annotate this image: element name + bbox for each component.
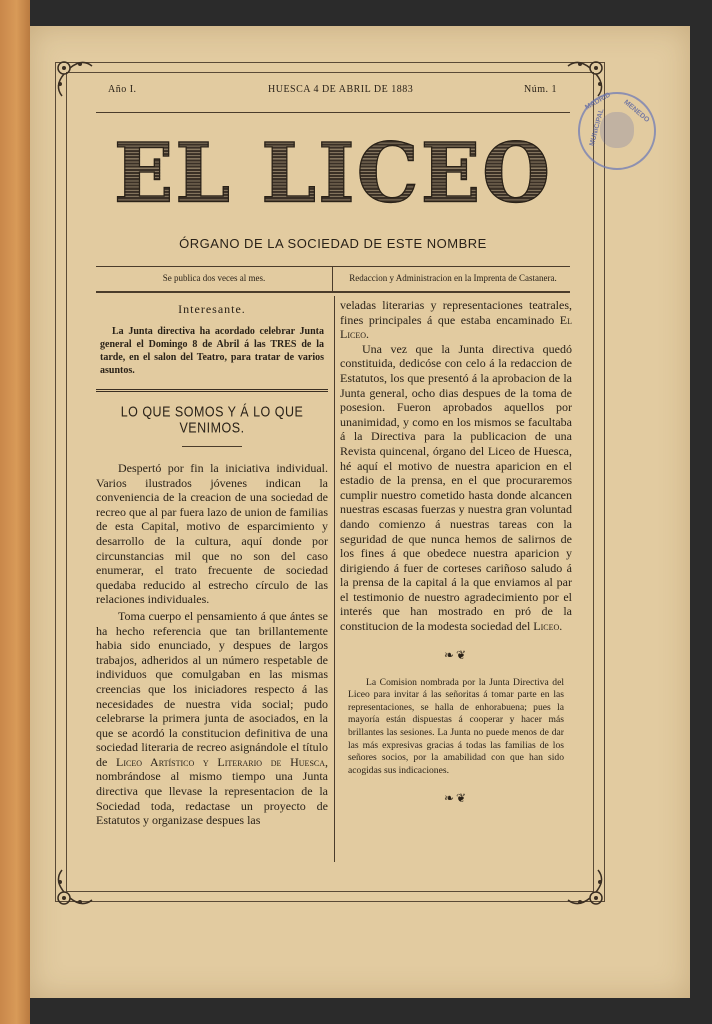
stamp-text: MENEDO <box>622 98 651 125</box>
issue-year: Año I. <box>108 84 137 95</box>
book-spine <box>0 0 30 1024</box>
commission-text: La Comision nombrada por la Junta Directiva del Liceo para invitar á las señoritas á tomar parte en las representaciones, se halla de enhorabuena; pues la mayoría están dispuestas á cooperar y hacer más brillantes las sesiones. La Junta no puede menos de dar las más expresivas gracias á todas las familias de los señores socios, por la amabilidad con que han sido acogidas sus indicaciones. <box>348 676 564 776</box>
masthead-title: EL LICEO <box>113 125 553 222</box>
corner-ornament-icon <box>50 54 94 98</box>
left-column <box>96 298 328 828</box>
article-heading: LO QUE SOMOS Y Á LO QUE VENIMOS. <box>120 403 304 437</box>
heading-rule <box>182 446 242 447</box>
article-paragraph: Toma cuerpo el pensamiento á que ántes se ha hecho referencia que tan brillantemente habia sido enunciado, y despues de largos trabajos, adheridos al un número respetable de individuos que comulgaban en las mismas creencias que los iniciadores respecto á las necesidades de nuestra vida social; pudo celebrarse la primera junta de asociados, en la que se acordó la constitucion definitiva de una sociedad literaria de recreo asignándole el título de Liceo Artístico y Literario de Huesca, nombrándose al mismo tiempo una Junta directiva que llevase la representacion de la Sociedad toda, redactase un proyecto de Estatutos y organizase despues las <box>96 608 329 828</box>
library-stamp <box>578 92 656 170</box>
infobar-divider <box>332 267 333 291</box>
article-paragraph: veladas literarias y representaciones teatrales, fines principales á que estaba encaminado El Liceo. <box>340 298 572 342</box>
corner-ornament-icon <box>50 868 94 912</box>
header-rule <box>96 112 570 113</box>
masthead-subtitle: ÓRGANO DE LA SOCIEDAD DE ESTE NOMBRE <box>179 236 487 251</box>
society-name: Liceo Artístico y Literario de Huesca <box>116 754 326 769</box>
address-text: Redaccion y Administracion en la Imprenta de Castanera. <box>349 273 557 283</box>
stamp-text: MUNICIPAL <box>588 108 606 147</box>
column-divider <box>334 296 335 862</box>
corner-ornament-icon <box>566 868 610 912</box>
end-ornament-icon: ❧❦ <box>443 791 469 806</box>
article-paragraph: Despertó por fin la iniciativa individual. Varios ilustrados jóvenes indican la conveniencia de la creacion de una sociedad de recreo que al par fuera lazo de union de familias de esta Capital, motivo de esparcimiento y desarrollo de la cultura, aquí donde por circunstancias mil que no son del caso enumerar, el trato frecuente de sociedad quedaba reducido al estrecho círculo de las relaciones individuales. <box>96 461 328 607</box>
stamp-text: MADRID <box>584 91 612 112</box>
corner-ornament-icon <box>566 54 610 98</box>
article-paragraph: Una vez que la Junta directiva quedó constituida, dedicóse con celo á la redaccion de Estatutos, los que presentó á la aprobacion de la Junta general, ocho dias despues de la toma de posesion. Fueron aprobados aquellos por unanimidad, y como en los mismos se facultaba á la Directiva para la publicacion de una Revista quincenal, órgano del Liceo de Huesca, hé aquí el motivo de nuestra aparicion en el estadio de la prensa, en el que procuraremos cumplir nuestro cometido hasta donde alcancen nuestras escasas fuerzas y nuestra gran voluntad dando comienzo á nuestras tareas con la seguridad de que nunca hemos de salirnos de los fines á que obedece nuestra aparicion y dirigiendo á fuer de corteses cariñoso saludo á la prensa de la capital á la que enviamos al par el testimonio de nuestro agradecimiento por el interés que han mostrado en pró de la constitucion de la modesta sociedad del Liceo. <box>340 341 572 634</box>
stamp-emblem-icon <box>600 112 634 148</box>
publication-info-bar <box>96 266 570 293</box>
issue-number: Núm. 1 <box>524 84 557 95</box>
divider-ornament-icon: ❧❦ <box>443 647 469 662</box>
frequency-text: Se publica dos veces al mes. <box>162 273 266 283</box>
issue-date: HUESCA 4 DE ABRIL DE 1883 <box>268 84 414 95</box>
notice-text: La Junta directiva ha acordado celebrar Junta general el Domingo 8 de Abril á las TRES de la tarde, en el salon del Teatro, para tratar de varios asuntos. <box>100 326 324 376</box>
notice-heading: Interesante. <box>178 302 246 316</box>
right-column <box>340 298 572 820</box>
section-rule <box>96 389 328 392</box>
